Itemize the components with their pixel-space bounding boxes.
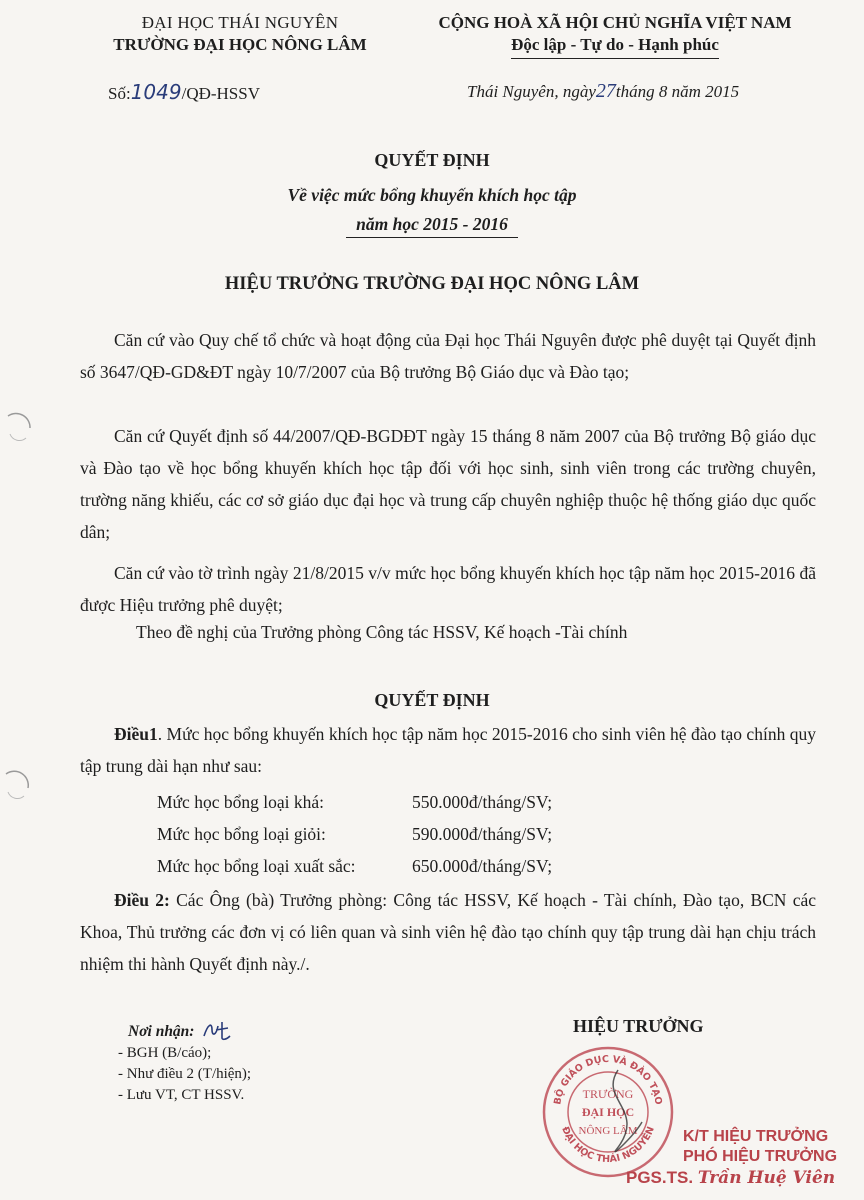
decision-title: QUYẾT ĐỊNH <box>374 150 490 170</box>
school-name: TRƯỜNG ĐẠI HỌC NÔNG LÂM <box>113 35 367 54</box>
rate-value: 550.000đ/tháng/SV; <box>412 792 553 812</box>
signer-title: HIỆU TRƯỞNG <box>573 1016 704 1036</box>
issuing-authority: HIỆU TRƯỞNG TRƯỜNG ĐẠI HỌC NÔNG LÂM <box>224 274 640 294</box>
rate-label: Mức học bổng loại giỏi: <box>157 824 326 844</box>
stamp-line: TRƯỜNG <box>582 1087 634 1101</box>
recipient-item: - Như điều 2 (T/hiện); <box>118 1066 252 1082</box>
official-red-stamp <box>538 1040 678 1180</box>
handwritten-number: 1049 <box>130 80 182 104</box>
signer-role: K/T HIỆU TRƯỞNG <box>683 1128 829 1145</box>
decision-subject: Về việc mức bổng khuyến khích học tập <box>287 185 577 205</box>
hole-punch-mark <box>0 408 40 448</box>
recipients-title: Nơi nhận: <box>128 1018 238 1042</box>
article-2: Điều 2: Các Ông (bà) Trưởng phòng: Công tác HSSV, Kế hoạch - Tài chính, Đào tạo, BCN các Khoa, Thủ trưởng các đơn vị có liên quan và sinh viên hệ đào tạo chính quy tập trung dài hạn chịu trách nhiệm thi hành Quyết định này./. <box>80 890 817 974</box>
initials-mark <box>198 1018 238 1042</box>
stamp-line: NÔNG LÂM <box>578 1125 638 1137</box>
handwritten-day: 27 <box>595 80 616 102</box>
decision-year: năm học 2015 - 2016 <box>0 214 864 235</box>
stamp-line: ĐẠI HỌC <box>581 1105 635 1119</box>
issuer-header <box>80 12 400 56</box>
rate-label: Mức học bổng loại khá: <box>157 792 324 812</box>
hole-punch-mark <box>0 764 40 804</box>
recipient-item: - BGH (B/cáo); <box>118 1045 212 1061</box>
republic-name: CỘNG HOÀ XÃ HỘI CHỦ NGHĨA VIỆT NAM <box>438 13 792 32</box>
signer-name: PGS.TS. Trần Huệ Viên <box>626 1168 836 1188</box>
rate-value: 650.000đ/tháng/SV; <box>412 856 553 876</box>
preamble-paragraph: Căn cứ vào Quy chế tổ chức và hoạt động của Đại học Thái Nguyên được phê duyệt tại Quyết định số 3647/QĐ-GD&ĐT ngày 10/7/2007 của Bộ trưởng Bộ Giáo dục và Đào tạo; <box>80 330 816 382</box>
stamp-top-text: BỘ GIÁO DỤC VÀ ĐÀO TẠO <box>552 1053 664 1106</box>
preamble-paragraph: Căn cứ Quyết định số 44/2007/QĐ-BGDĐT ngày 15 tháng 8 năm 2007 của Bộ trưởng Bộ giáo dục và Đào tạo về học bổng khuyến khích học tập đối với học sinh, sinh viên trong các trường chuyên, trường năng khiếu, các cơ sở giáo dục đại học và trung cấp chuyên nghiệp thuộc hệ thống giáo dục quốc dân; <box>80 426 816 542</box>
article-1: Điều1. Mức học bổng khuyến khích học tập năm học 2015-2016 cho sinh viên hệ đào tạo chính quy tập trung dài hạn như sau: <box>80 724 816 776</box>
document-date: Thái Nguyên, ngày27tháng 8 năm 2015 <box>467 80 740 102</box>
national-motto: Độc lập - Tự do - Hạnh phúc <box>511 34 719 59</box>
national-header <box>405 12 825 59</box>
recipient-item: - Lưu VT, CT HSSV. <box>118 1087 245 1103</box>
preamble-paragraph: Theo đề nghị của Trưởng phòng Công tác HSSV, Kế hoạch -Tài chính <box>136 622 628 642</box>
stamp-bottom-text: ĐẠI HỌC THÁI NGUYÊN <box>559 1125 657 1166</box>
preamble-paragraph: Căn cứ vào tờ trình ngày 21/8/2015 v/v mức học bổng khuyến khích học tập năm học 2015-2016 đã được Hiệu trưởng phê duyệt; <box>80 563 816 615</box>
document-number: Số:1049/QĐ-HSSV <box>108 80 260 104</box>
decision-heading: QUYẾT ĐỊNH <box>374 690 490 710</box>
university-name: ĐẠI HỌC THÁI NGUYÊN <box>141 13 339 32</box>
rate-label: Mức học bổng loại xuất sắc: <box>157 856 356 876</box>
signer-role: PHÓ HIỆU TRƯỞNG <box>683 1148 838 1165</box>
rate-value: 590.000đ/tháng/SV; <box>412 824 553 844</box>
